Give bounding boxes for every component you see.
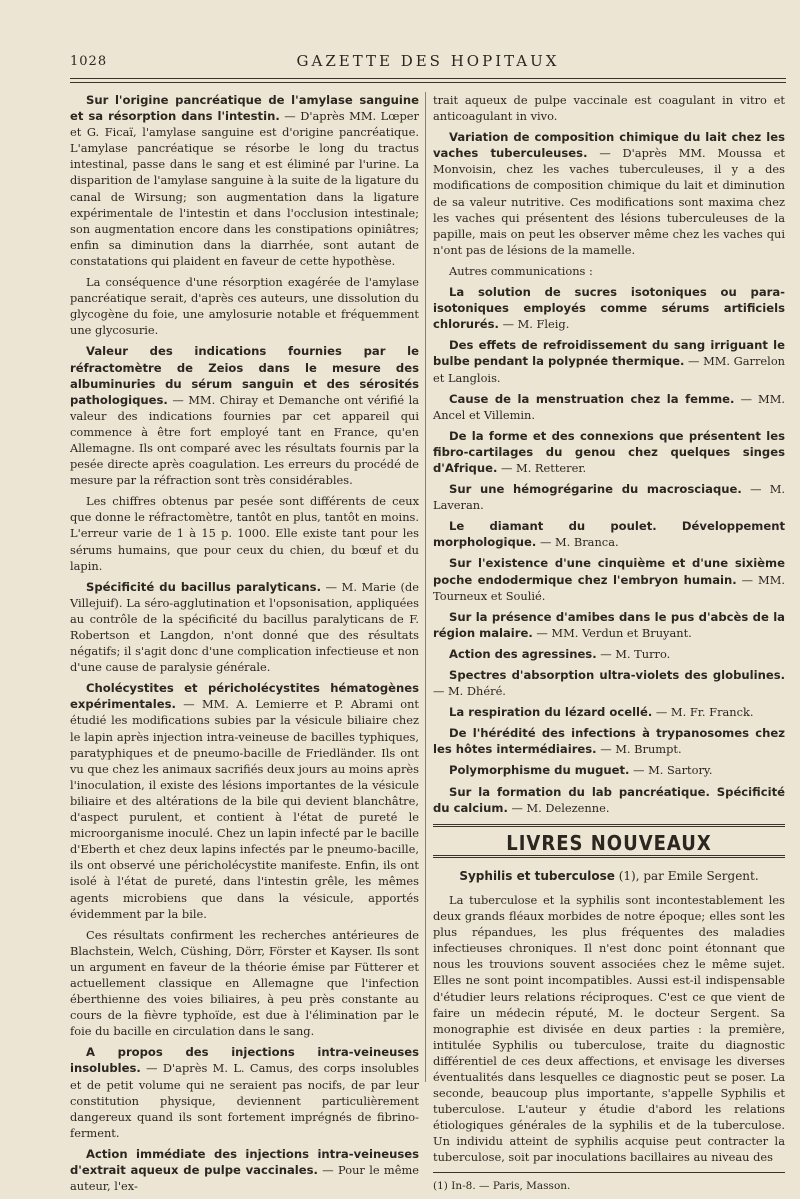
- article-paragraph: [70, 1146, 419, 1194]
- communication-text: — MM. Garrelon et Langlois.: [433, 354, 786, 385]
- column-separator: [425, 92, 426, 1082]
- communication-heading: Sur la présence d'amibes dans le pus d'abcès de la région malaire.: [433, 609, 785, 640]
- communication-text: — M. Sartory.: [633, 763, 713, 778]
- livres-nouveaux-heading: LIVRES NOUVEAUX: [506, 830, 712, 855]
- article-paragraph: [70, 274, 419, 338]
- communication-text: — MM. Ancel et Villemin.: [433, 391, 785, 422]
- communication-text: — M. Retterer.: [501, 460, 587, 475]
- heading-underline: [433, 855, 785, 858]
- article-paragraph: [70, 343, 419, 488]
- section-divider: [433, 824, 785, 827]
- communication-paragraph: [433, 609, 785, 641]
- left-column: [70, 92, 419, 1199]
- header-rule-bottom: [70, 82, 786, 83]
- communication-heading: Des effets de refroidissement du sang irriguant le bulbe pendant la polypnée thermique.: [433, 338, 785, 369]
- book-title-line: [433, 868, 785, 884]
- article-paragraph: [70, 680, 419, 921]
- communication-heading: La respiration du lézard ocellé.: [449, 705, 653, 720]
- book-title: Syphilis et tuberculose: [459, 868, 615, 883]
- communication-text: — M. Delezenne.: [511, 800, 610, 815]
- article-text: — D'après M. L. Camus, des corps insolubles et de petit volume qui ne seraient pas nocifs, de par leur constitution physique, deviennent particulièrement dangereux quand ils sont fortement imprégnés de fibrino-ferment.: [70, 1061, 419, 1140]
- article-paragraph: [70, 493, 419, 573]
- communication-heading: De l'hérédité des infections à trypanosomes chez les hôtes intermédiaires.: [433, 726, 785, 757]
- communication-paragraph: [433, 762, 785, 778]
- communication-heading: Cause de la menstruation chez la femme.: [449, 391, 735, 406]
- header-rule-top: [70, 78, 786, 79]
- communication-paragraph: [433, 704, 785, 720]
- article-text: — MM. A. Lemierre et P. Abrami ont étudié les modifications subies par la vésicule biliaire chez le lapin après injection intra-veineuse de bacilles typhiques, paratyphiques et de pneumo-bacille de Friedländer. Ils ont vu que chez les animaux sacrifiés deux jours au moins après l'inoculation, il existe des lésions importantes de la vésicule biliaire et des altérations de la bile qui devient blanchâtre, d'aspect purulent, et contient à l'état de pureté le microorganisme inoculé. Chez un lapin infecté par le bacille d'Eberth et chez deux lapins infectés par le pneumo-bacille, ils ont observé une péricholécystite manifeste. Enfin, ils ont isolé à l'état de pureté, dans l'intestin grêle, les mêmes agents microbiens que dans la vésicule, apportés évidemment par la bile.: [70, 697, 420, 921]
- article-text: Ces résultats confirment les recherches antérieures de Blachstein, Welch, Cüshing, Dörr, Förster et Kayser. Ils sont un argument en faveur de la théorie émise par Fütterer et actuellement classique en Allemagne que l'infection éberthienne des voies biliaires, à peu près constante au cours de la fièvre typhoïde, est due à l'élimination par le foie du bacille en circulation dans le sang.: [70, 927, 419, 1039]
- article-paragraph: [70, 1044, 419, 1141]
- communication-text: Autres communications :: [449, 263, 593, 278]
- communication-heading: Le diamant du poulet. Développement morphologique.: [433, 519, 785, 550]
- article-heading: Cholécystites et péricholécystites hématogènes expérimentales.: [70, 681, 419, 712]
- communication-text: — M. Dhéré.: [433, 684, 506, 699]
- communication-heading: Variation de composition chimique du lait chez les vaches tuberculeuses.: [433, 130, 785, 161]
- communication-heading: Sur une hémogrégarine du macrosciaque.: [449, 482, 742, 497]
- book-author: (1), par Emile Sergent.: [618, 868, 759, 883]
- communication-paragraph: [433, 667, 785, 699]
- communication-heading: Sur la formation du lab pancréatique. Spécificité du calcium.: [433, 784, 785, 815]
- journal-title: GAZETTE DES HOPITAUX: [296, 52, 560, 70]
- communication-paragraph: [433, 646, 785, 662]
- communication-paragraph: [433, 428, 785, 476]
- article-heading: Action immédiate des injections intra-veineuses d'extrait aqueux de pulpe vaccinales.: [70, 1146, 419, 1177]
- communication-paragraph: [433, 555, 785, 603]
- communications-list: [433, 92, 785, 816]
- article-heading: A propos des injections intra-veineuses insolubles.: [70, 1045, 419, 1076]
- communication-text: trait aqueux de pulpe vaccinale est coagulant in vitro et anticoagulant in vivo.: [433, 93, 785, 124]
- page-number: 1028: [70, 54, 108, 69]
- article-paragraph: [70, 927, 419, 1040]
- footnote-rule: [433, 1172, 785, 1173]
- page-header: [70, 52, 786, 76]
- communication-text: — MM. Tourneux et Soulié.: [433, 572, 786, 603]
- communication-text: — M. Branca.: [539, 535, 619, 550]
- communication-paragraph: [433, 481, 785, 513]
- book-review-text: La tuberculose et la syphilis sont incontestablement les deux grands fléaux morbides de notre époque; elles sont les plus répandues, les plus fréquentes des maladies infectieuses chroniques. Il n'est donc point étonnant que nous les trouvions souvent associées chez le même sujet. Elles ne sont point incompatibles. Aussi est-il indispensable d'étudier leurs relations réciproques. C'est ce que vient de faire un médecin réputé, M. le docteur Sergent. Sa monographie est divisée en deux parties : la première, intitulée Syphilis ou tuberculose, traite du diagnostic différentiel de ces deux affections, et envisage les diverses éventualités dans lesquelles ce diagnostic peut se poser. La seconde, beaucoup plus importante, s'appelle Syphilis et tuberculose. L'auteur y étudie d'abord les relations étiologiques générales de la syphilis et de la tuberculose. Un individu atteint de syphilis acquise peut contracter la tuberculose, soit par inoculations bacillaires au niveau des: [433, 892, 785, 1165]
- communication-text: — M. Laveran.: [433, 482, 786, 513]
- communication-text: — M. Fr. Franck.: [655, 705, 754, 720]
- communication-paragraph: [433, 518, 785, 550]
- communication-heading: Sur l'existence d'une cinquième et d'une sixième poche endodermique chez l'embryon humain.: [433, 556, 785, 587]
- article-paragraph: [70, 92, 419, 269]
- article-text: — M. Marie (de Villejuif). La séro-agglutination et l'opsonisation, appliquées au contrôle de la spécificité du bacillus paralyticans de F. Robertson et Langdon, n'ont donné que des résultats négatifs; il s'agit donc d'une complication infectieuse et non d'une cause de paralysie générale.: [70, 579, 420, 675]
- article-heading: Spécificité du bacillus paralyticans.: [86, 579, 321, 594]
- communication-heading: De la forme et des connexions que présentent les fibro-cartilages du genou chez quelques singes d'Afrique.: [433, 428, 785, 475]
- article-text: Les chiffres obtenus par pesée sont différents de ceux que donne le réfractomètre, tantôt en plus, tantôt en moins. L'erreur varie de 1 à 15 p. 1000. Elle existe tant pour les sérums humains, que pour ceux du chien, du bœuf et du lapin.: [70, 494, 419, 573]
- communication-text: — M. Turro.: [600, 646, 671, 661]
- article-text: — MM. Chiray et Demanche ont vérifié la valeur des indications fournies par cet appareil qui commence à être fort employé tant en France, qu'en Allemagne. Ils ont comparé avec les résultats fournis par la pesée directe après coagulation. Les erreurs du procédé de mesure par la réfraction sont très considérables.: [70, 392, 419, 488]
- communication-paragraph: [433, 92, 785, 124]
- communication-text: — M. Brumpt.: [600, 742, 682, 757]
- article-heading: Valeur des indications fournies par le réfractomètre de Zeios dans le mesure des albuminuries du sérum sanguin et des sérosités pathologiques.: [70, 344, 419, 407]
- communication-paragraph: [433, 391, 785, 423]
- communication-paragraph: [433, 784, 785, 816]
- communication-paragraph: [433, 263, 785, 279]
- article-heading: Sur l'origine pancréatique de l'amylase sanguine et sa résorption dans l'intestin.: [70, 93, 419, 124]
- article-paragraph: [70, 579, 419, 676]
- article-text: La conséquence d'une résorption exagérée de l'amylase pancréatique serait, d'après ces auteurs, une dissolution du glycogène du foie, une amylosurie notable et fréquemment une glycosurie.: [70, 275, 419, 338]
- communication-text: — M. Fleig.: [502, 317, 570, 332]
- communication-paragraph: [433, 284, 785, 332]
- article-text: — Pour le même auteur, l'ex-: [70, 1163, 420, 1194]
- communication-heading: Action des agressines.: [449, 646, 597, 661]
- communication-paragraph: [433, 725, 785, 757]
- communication-heading: Spectres d'absorption ultra-violets des globulines.: [449, 668, 785, 682]
- communication-paragraph: [433, 337, 785, 385]
- communication-text: — MM. Verdun et Bruyant.: [536, 625, 692, 640]
- article-text: — D'après MM. Lœper et G. Ficaï, l'amylase sanguine est d'origine pancréatique. L'amylase pancréatique se résorbe le long du tractus intestinal, passe dans le sang et est éliminé par l'urine. La disparition de l'amylase sanguine à la suite de la ligature du canal de Wirsung; son augmentation dans la ligature expérimentale de l'intestin et dans l'occlusion intestinale; son augmentation encore dans les constipations opiniâtres; enfin sa diminution dans la diarrhée, sont autant de constatations qui plaident en faveur de cette hypothèse.: [70, 109, 419, 268]
- communication-heading: La solution de sucres isotoniques ou para-isotoniques employés comme sérums artificiels chlorurés.: [433, 285, 785, 332]
- right-column: [433, 92, 785, 1194]
- communication-heading: Polymorphisme du muguet.: [449, 763, 630, 778]
- communication-text: — D'après MM. Moussa et Monvoisin, chez les vaches tuberculeuses, il y a des modifications de composition chimique du lait et diminution de sa valeur nutritive. Ces modifications sont maxima chez les vaches qui présentent des lésions tuberculeuses de la papille, mais on peut les observer même chez les vaches qui n'ont pas de lésions de la mamelle.: [433, 146, 785, 257]
- communication-paragraph: [433, 129, 785, 258]
- footnote: (1) In-8. — Paris, Masson.: [433, 1179, 571, 1192]
